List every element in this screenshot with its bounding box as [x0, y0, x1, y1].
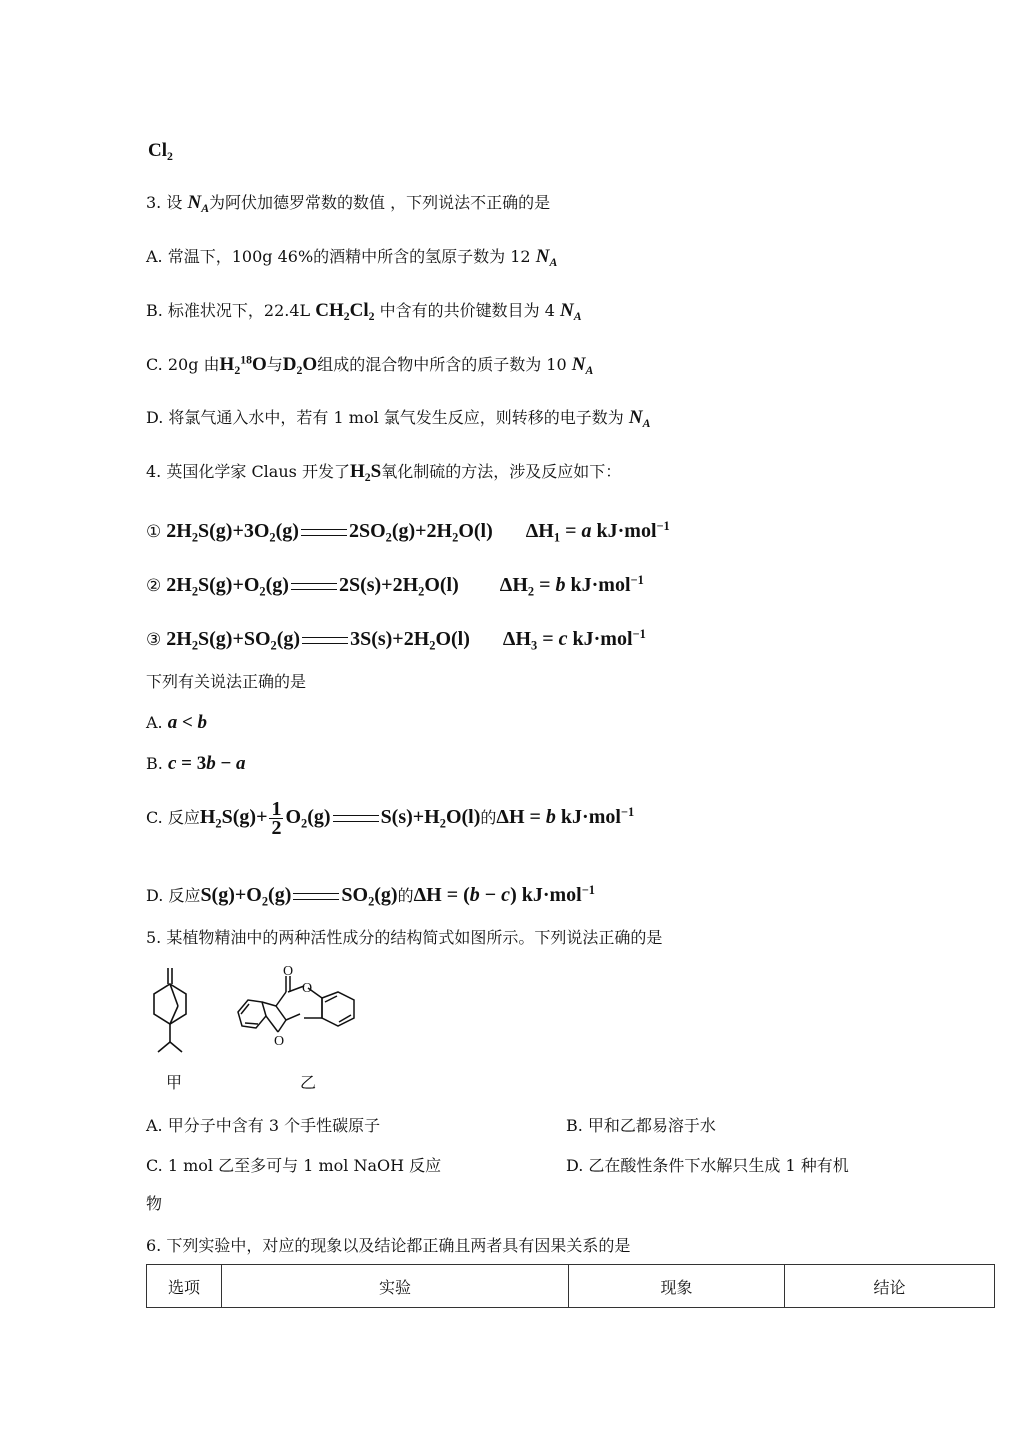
- q6-table: [146, 1264, 995, 1308]
- q4-reaction-2: ② $2H_2S(g)+O_2(g)$ $2S(s)+2H_2O(l) \Delta H_2 = b$ kJ·mol$^{-1}$: [146, 573, 644, 599]
- q5-option-d-cont: 物: [146, 1194, 163, 1213]
- q5-option-b: B. 甲和乙都易溶于水: [566, 1116, 716, 1135]
- q4-reaction-1: ① $2H_2S(g)+3O_2(g)$ $2SO_2(g)+2H_2O(l) \Delta H_1 = a$ kJ·mol$^{-1}$: [146, 519, 670, 545]
- svg-text:O: O: [283, 964, 294, 979]
- q3-option-a: A. 常温下，100g 46%的酒精中所含的氢原子数为 12 $N_A$: [146, 246, 558, 270]
- q5-option-a: A. 甲分子中含有 3 个手性碳原子: [146, 1116, 381, 1135]
- q3-option-b: B. 标准状况下，22.4L $CH_2Cl_2$ 中含有的共价键数目为 4 $N_A$: [146, 300, 582, 324]
- q4-prompt: 下列有关说法正确的是: [146, 672, 307, 691]
- q4-stem: 4. 英国化学家 Claus 开发了$H_2S$氧化制硫的方法，涉及反应如下：: [146, 461, 622, 485]
- q6-stem: 6. 下列实验中，对应的现象以及结论都正确且两者具有因果关系的是: [146, 1236, 631, 1255]
- q4-reaction-3: ③ $2H_2S(g)+SO_2(g)$ $3S(s)+2H_2O(l) \Delta H_3 = c$ kJ·mol$^{-1}$: [146, 627, 646, 653]
- svg-text:O: O: [274, 1034, 285, 1049]
- q4-option-c: C. 反应$H_2S(g)+$ $\frac{1}{2}$ $O_2(g)$ $S(s)+H_2O(l)$的ΔH = b kJ·mol$^{-1}$: [146, 798, 635, 839]
- label-yi: 乙: [300, 1073, 317, 1092]
- q4-option-b: B. c = 3b − a: [146, 753, 246, 774]
- q5-stem: 5. 某植物精油中的两种活性成分的结构简式如图所示。下列说法正确的是: [146, 928, 663, 947]
- structure-yi-image: [230, 962, 365, 1057]
- table-header-option: 选项: [147, 1265, 222, 1308]
- label-jia: 甲: [166, 1073, 183, 1092]
- table-header-row: [147, 1265, 995, 1308]
- table-header-phenomenon: 现象: [569, 1265, 785, 1308]
- q4-option-d: D. 反应$S(g)+O_2(g)$ $SO_2(g)$的ΔH = (b − c) kJ·mol$^{-1}$: [146, 883, 595, 909]
- table-header-conclusion: 结论: [785, 1265, 995, 1308]
- table-header-experiment: 实验: [222, 1265, 569, 1308]
- svg-text:O: O: [302, 981, 313, 996]
- q3-option-c: C. 20g 由$H_2^{18}O$与$D_2O$组成的混合物中所含的质子数为 10 $N_A$: [146, 353, 594, 378]
- q3-stem: 3. 设 $N_A$为阿伏加德罗常数的数值 ，下列说法不正确的是: [146, 192, 551, 216]
- q2-formula-cl2: $Cl_2$: [148, 140, 173, 164]
- q5-option-d: D. 乙在酸性条件下水解只生成 1 种有机: [566, 1156, 849, 1175]
- q4-option-a: A. a < b: [146, 712, 208, 733]
- structure-jia-image: [140, 962, 200, 1062]
- q3-option-d: D. 将氯气通入水中，若有 1 mol 氯气发生反应，则转移的电子数为 $N_A$: [146, 407, 651, 431]
- q5-option-c: C. 1 mol 乙至多可与 1 mol NaOH 反应: [146, 1156, 442, 1175]
